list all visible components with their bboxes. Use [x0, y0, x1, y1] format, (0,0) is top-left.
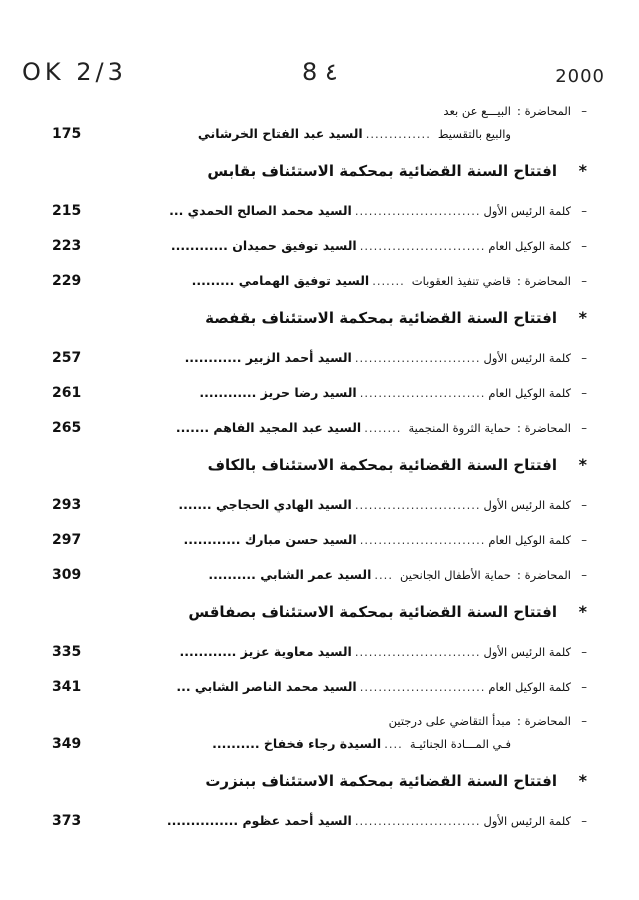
entry-topic: فـي المـــادة الجنائيـة — [409, 737, 511, 751]
author-name: السيد محمد الصالح الحمدي ... — [169, 203, 352, 218]
dash-marker: – — [581, 814, 587, 828]
author-name: السيد عبد الفتاح الخرشاني — [197, 126, 363, 141]
handwritten-note-left: OK 2/3 — [22, 58, 127, 86]
author-name: السيد محمد الناصر الشابي ... — [176, 679, 357, 694]
bullet-star: * — [578, 771, 587, 790]
author-name: السيد أحمد الزبير ............ — [184, 350, 352, 365]
dash-marker: – — [581, 533, 587, 547]
page-number: 309 — [52, 567, 82, 583]
page-number: 257 — [52, 350, 82, 366]
toc-entry — [52, 679, 587, 701]
toc-entry — [52, 644, 587, 666]
toc-entry — [52, 532, 587, 554]
section-title: افتتاح السنة القضائية بمحكمة الاستئناف بصفاقس — [188, 603, 557, 621]
entry-label: كلمة الوكيل العام — [488, 680, 571, 694]
dash-marker: – — [581, 239, 587, 253]
section-heading — [52, 455, 587, 481]
section-title: افتتاح السنة القضائية بمحكمة الاستئناف بقفصة — [205, 309, 557, 327]
dash-marker: – — [581, 104, 587, 118]
author-name: السيد توفيق الهمامي ......... — [191, 273, 370, 288]
section-title: افتتاح السنة القضائية بمحكمة الاستئناف بالكاف — [207, 456, 557, 474]
table-of-contents — [52, 104, 587, 848]
entry-label: المحاضرة : — [517, 421, 571, 435]
page-number: 349 — [52, 736, 82, 752]
entry-label: كلمة الرئيس الأول — [483, 204, 571, 218]
entry-label: المحاضرة : — [517, 104, 571, 118]
page-number: 175 — [52, 126, 82, 142]
dot-leader: ........................... — [359, 533, 486, 547]
page-number: 341 — [52, 679, 82, 695]
dash-marker: – — [581, 568, 587, 582]
toc-entry — [52, 813, 587, 835]
entry-label: كلمة الرئيس الأول — [483, 645, 571, 659]
section-heading — [52, 161, 587, 187]
dash-marker: – — [581, 680, 587, 694]
dash-marker: – — [581, 204, 587, 218]
toc-entry — [52, 350, 587, 372]
toc-line — [52, 104, 587, 126]
author-name: السيد حسن مبارك ............ — [183, 532, 357, 547]
page-number: 265 — [52, 420, 82, 436]
dot-leader: ........................... — [354, 814, 481, 828]
entry-label: المحاضرة : — [517, 274, 571, 288]
toc-entry — [52, 238, 587, 260]
author-name: السيد رضا حريز ............ — [199, 385, 357, 400]
dash-marker: – — [581, 274, 587, 288]
dot-leader: ........................... — [354, 204, 481, 218]
toc-entry — [52, 203, 587, 225]
dot-leader: ........ — [364, 421, 402, 435]
toc-entry — [52, 420, 587, 442]
page-number: 335 — [52, 644, 82, 660]
dot-leader: ........................... — [354, 351, 481, 365]
handwritten-note-right: 2000 — [555, 66, 605, 87]
bullet-star: * — [578, 308, 587, 327]
entry-topic: البيـــع عن بعد — [443, 104, 511, 118]
dot-leader: ........................... — [359, 386, 486, 400]
toc-entry — [52, 497, 587, 519]
section-heading — [52, 602, 587, 628]
entry-topic: حماية الثروة المنجمية — [408, 421, 511, 435]
toc-entry — [52, 567, 587, 589]
entry-label: كلمة الوكيل العام — [488, 239, 571, 253]
dot-leader: .... — [374, 568, 393, 582]
dash-marker: – — [581, 498, 587, 512]
dash-marker: – — [581, 421, 587, 435]
author-name: السيد توفيق حميدان ............ — [170, 238, 357, 253]
section-heading — [52, 308, 587, 334]
page-number: 373 — [52, 813, 82, 829]
entry-label: كلمة الرئيس الأول — [483, 498, 571, 512]
page-number: 297 — [52, 532, 82, 548]
entry-topic: قاضي تنفيذ العقوبات — [411, 274, 511, 288]
page-number: 223 — [52, 238, 82, 254]
entry-topic: حماية الأطفال الجانحين — [400, 568, 511, 582]
dot-leader: ........................... — [354, 645, 481, 659]
bullet-star: * — [578, 602, 587, 621]
toc-entry — [52, 126, 587, 148]
dot-leader: .... — [384, 737, 403, 751]
entry-label: كلمة الوكيل العام — [488, 533, 571, 547]
section-title: افتتاح السنة القضائية بمحكمة الاستئناف ببنزرت — [205, 772, 557, 790]
author-name: السيد عبد المجيد الفاهم ....... — [175, 420, 362, 435]
entry-label: المحاضرة : — [517, 568, 571, 582]
handwritten-note-middle: 8 ٤ — [302, 58, 338, 86]
entry-label: كلمة الرئيس الأول — [483, 351, 571, 365]
section-heading — [52, 771, 587, 797]
entry-label: كلمة الرئيس الأول — [483, 814, 571, 828]
entry-label: كلمة الوكيل العام — [488, 386, 571, 400]
dash-marker: – — [581, 714, 587, 728]
bullet-star: * — [578, 161, 587, 180]
dot-leader: .............. — [365, 127, 431, 141]
toc-entry — [52, 736, 587, 758]
entry-topic: مبدأ التقاضي على درجتين — [388, 714, 511, 728]
toc-entry — [52, 273, 587, 295]
dash-marker: – — [581, 386, 587, 400]
entry-topic: والبيع بالتقسيط — [437, 127, 511, 141]
toc-line — [52, 714, 587, 736]
dot-leader: ....... — [372, 274, 405, 288]
author-name: السيد الهادي الحجاجي ....... — [178, 497, 352, 512]
author-name: السيد أحمد عظوم ............... — [166, 813, 352, 828]
page-number: 229 — [52, 273, 82, 289]
entry-label: المحاضرة : — [517, 714, 571, 728]
author-name: السيدة رجاء فخفاخ .......... — [212, 736, 382, 751]
page-number: 293 — [52, 497, 82, 513]
bullet-star: * — [578, 455, 587, 474]
page-number: 261 — [52, 385, 82, 401]
toc-entry — [52, 385, 587, 407]
page-number: 215 — [52, 203, 82, 219]
dash-marker: – — [581, 351, 587, 365]
dot-leader: ........................... — [359, 239, 486, 253]
dash-marker: – — [581, 645, 587, 659]
author-name: السيد عمر الشابي .......... — [208, 567, 372, 582]
section-title: افتتاح السنة القضائية بمحكمة الاستئناف بقابس — [207, 162, 557, 180]
dot-leader: ........................... — [354, 498, 481, 512]
dot-leader: ........................... — [359, 680, 486, 694]
author-name: السيد معاوية عزيز ............ — [179, 644, 352, 659]
